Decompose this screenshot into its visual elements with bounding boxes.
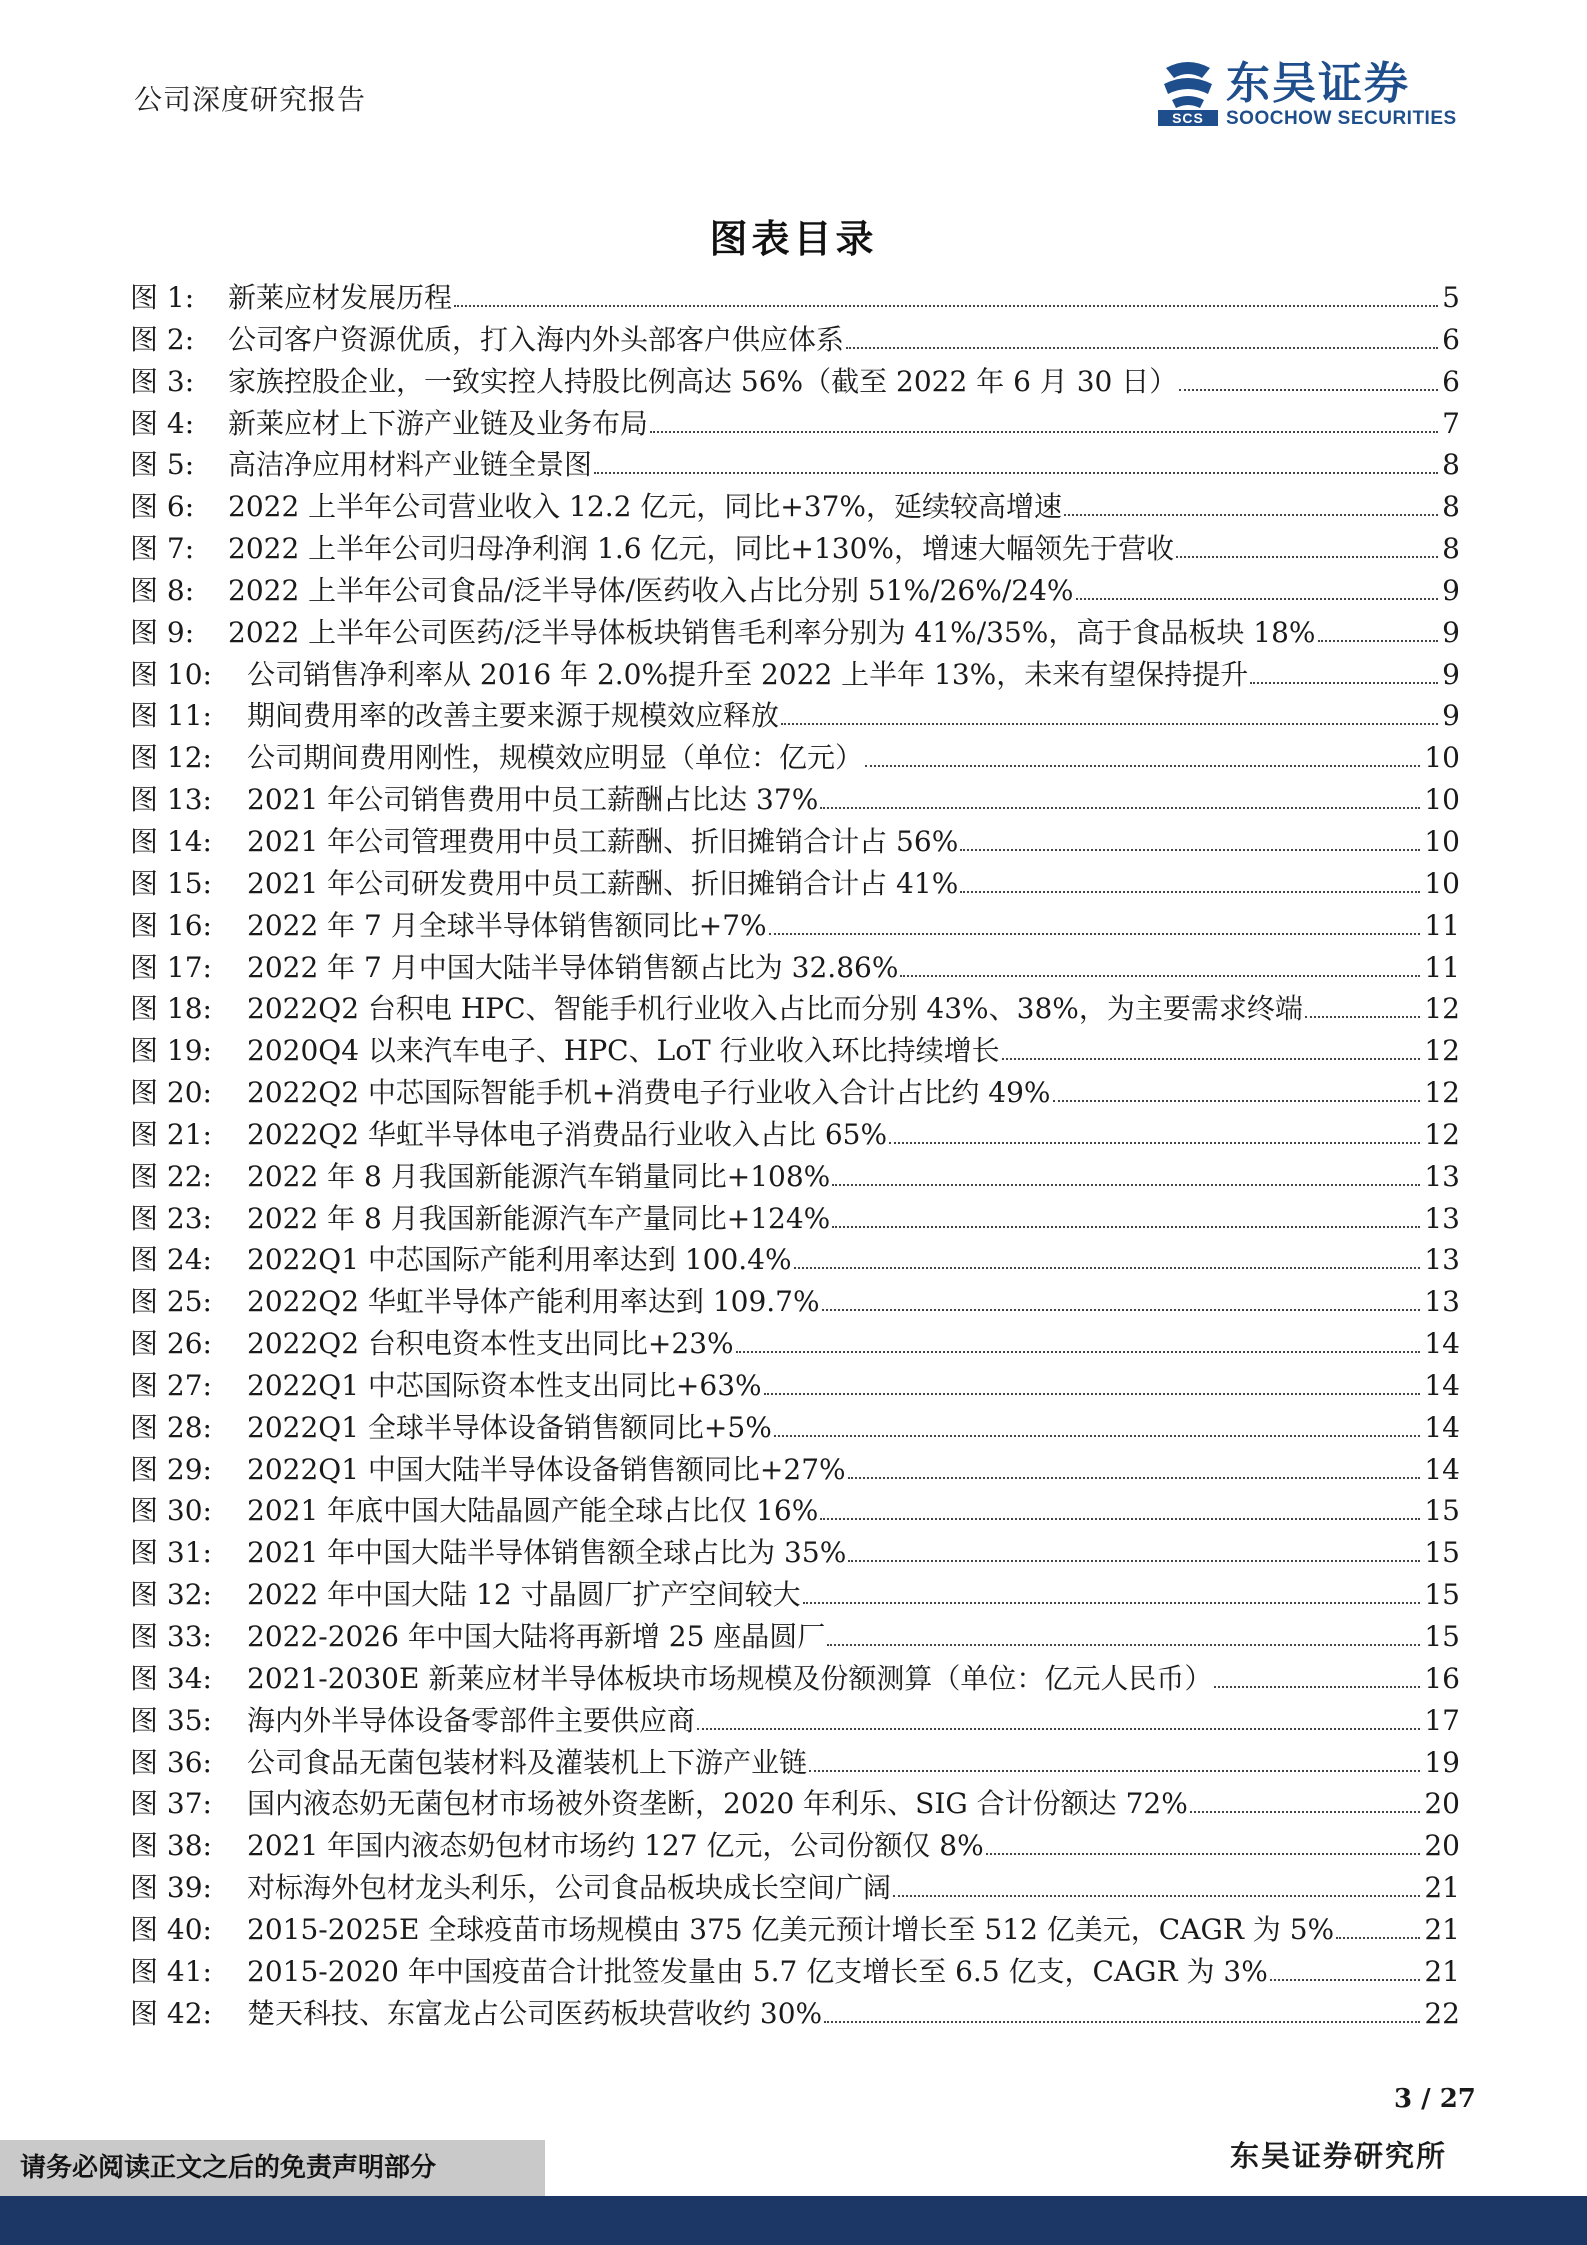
toc-entry-label: 图 10: (130, 657, 212, 691)
toc-entry-title: 2022 年 8 月我国新能源汽车产量同比+124% (247, 1201, 831, 1235)
toc-entry-page: 14 (1424, 1452, 1460, 1486)
toc-entry-page: 14 (1424, 1410, 1460, 1444)
toc-leader-dots (848, 1560, 1420, 1562)
toc-leader-dots (900, 975, 1420, 977)
toc-entry-title: 高洁净应用材料产业链全景图 (228, 448, 593, 482)
toc-entry-label: 图 42: (130, 1996, 212, 2030)
logo-abbreviation: SCS (1158, 110, 1218, 126)
toc-entry[interactable] (130, 1365, 1460, 1407)
figure-index-list (130, 277, 1460, 2034)
toc-entry-page: 21 (1424, 1954, 1460, 1988)
toc-entry[interactable] (130, 1700, 1460, 1742)
toc-entry-page: 6 (1442, 322, 1460, 356)
toc-entry-label: 图 40: (130, 1912, 212, 1946)
toc-entry[interactable] (130, 1867, 1460, 1909)
toc-entry-label: 图 36: (130, 1745, 212, 1779)
toc-entry-page: 13 (1424, 1243, 1460, 1277)
toc-leader-dots (1002, 1058, 1421, 1060)
toc-leader-dots (697, 1728, 1420, 1730)
toc-entry-label: 图 4: (130, 406, 195, 440)
toc-entry-page: 20 (1424, 1787, 1460, 1821)
toc-leader-dots (865, 765, 1420, 767)
toc-entry-page: 8 (1442, 448, 1460, 482)
toc-leader-dots (774, 1435, 1421, 1437)
toc-leader-dots (794, 1267, 1421, 1269)
toc-entry[interactable] (130, 444, 1460, 486)
toc-leader-dots (781, 723, 1438, 725)
toc-entry[interactable] (130, 1239, 1460, 1281)
toc-entry[interactable] (130, 1114, 1460, 1156)
toc-entry[interactable] (130, 1449, 1460, 1491)
toc-entry-label: 图 29: (130, 1452, 212, 1486)
toc-entry-page: 12 (1424, 1076, 1460, 1110)
toc-entry-page: 12 (1424, 1034, 1460, 1068)
toc-entry-title: 2022 上半年公司营业收入 12.2 亿元，同比+37%，延续较高增速 (228, 490, 1063, 524)
toc-entry-title: 公司客户资源优质，打入海内外头部客户供应体系 (228, 322, 845, 356)
toc-entry-page: 9 (1442, 699, 1460, 733)
toc-leader-dots (893, 1895, 1420, 1897)
toc-entry-page: 22 (1424, 1996, 1460, 2030)
toc-leader-dots (1214, 1686, 1420, 1688)
toc-entry[interactable] (130, 863, 1460, 905)
toc-leader-dots (1318, 640, 1439, 642)
toc-entry-title: 公司食品无菌包装材料及灌装机上下游产业链 (247, 1745, 808, 1779)
page-title: 图表目录 (709, 216, 878, 261)
toc-entry-label: 图 38: (130, 1829, 212, 1863)
toc-entry-title: 新莱应材发展历程 (228, 281, 453, 314)
toc-entry-label: 图 8: (130, 573, 195, 607)
toc-entry-page: 10 (1424, 741, 1460, 775)
toc-entry-title: 2022Q2 中芯国际智能手机+消费电子行业收入合计占比约 49% (247, 1076, 1051, 1110)
toc-entry-page: 13 (1424, 1159, 1460, 1193)
toc-entry[interactable] (130, 1993, 1460, 2035)
toc-entry-title: 新莱应材上下游产业链及业务布局 (228, 406, 649, 440)
toc-entry[interactable] (130, 361, 1460, 403)
toc-entry-title: 2015-2025E 全球疫苗市场规模由 375 亿美元预计增长至 512 亿美元，CAGR 为 5% (247, 1912, 1335, 1946)
toc-entry-title: 海内外半导体设备零部件主要供应商 (247, 1703, 696, 1737)
toc-entry-label: 图 11: (130, 699, 212, 733)
toc-entry[interactable] (130, 821, 1460, 863)
toc-entry-page: 12 (1424, 992, 1460, 1026)
toc-entry-title: 国内液态奶无菌包材市场被外资垄断，2020 年利乐、SIG 合计份额达 72% (247, 1787, 1188, 1821)
toc-entry-title: 2021 年国内液态奶包材市场约 127 亿元，公司份额仅 8% (247, 1829, 984, 1863)
toc-leader-dots (454, 305, 1438, 307)
toc-entry-label: 图 24: (130, 1243, 212, 1277)
toc-leader-dots (1179, 389, 1438, 391)
toc-leader-dots (594, 472, 1438, 474)
toc-leader-dots (824, 2021, 1420, 2023)
toc-entry-label: 图 16: (130, 908, 212, 942)
toc-entry-page: 15 (1424, 1494, 1460, 1528)
toc-entry-page: 9 (1442, 615, 1460, 649)
toc-entry-label: 图 1: (130, 281, 195, 314)
toc-entry-label: 图 13: (130, 783, 212, 817)
toc-entry-label: 图 7: (130, 532, 195, 566)
toc-leader-dots (1336, 1937, 1420, 1939)
toc-entry-page: 10 (1424, 824, 1460, 858)
toc-entry-label: 图 14: (130, 824, 212, 858)
toc-entry[interactable] (130, 277, 1460, 319)
toc-entry[interactable] (130, 1951, 1460, 1993)
toc-entry-page: 14 (1424, 1368, 1460, 1402)
toc-entry[interactable] (130, 1407, 1460, 1449)
toc-leader-dots (832, 1226, 1420, 1228)
toc-entry[interactable] (130, 612, 1460, 654)
toc-entry[interactable] (130, 695, 1460, 737)
toc-entry-page: 8 (1442, 532, 1460, 566)
toc-entry-label: 图 28: (130, 1410, 212, 1444)
toc-entry-title: 2020Q4 以来汽车电子、HPC、LoT 行业收入环比持续增长 (247, 1034, 1000, 1068)
toc-entry-page: 9 (1442, 657, 1460, 691)
toc-entry-title: 2021 年公司研发费用中员工薪酬、折旧摊销合计占 41% (247, 866, 959, 900)
report-type-label: 公司深度研究报告 (134, 83, 367, 116)
toc-entry-label: 图 41: (130, 1954, 212, 1988)
toc-entry-page: 10 (1424, 783, 1460, 817)
toc-entry-label: 图 35: (130, 1703, 212, 1737)
toc-entry-page: 19 (1424, 1745, 1460, 1779)
toc-entry[interactable] (130, 1323, 1460, 1365)
toc-entry[interactable] (130, 1532, 1460, 1574)
toc-entry[interactable] (130, 1156, 1460, 1198)
toc-entry-title: 2022 年中国大陆 12 寸晶圆厂扩产空间较大 (247, 1578, 801, 1612)
toc-entry-title: 2022Q1 中国大陆半导体设备销售额同比+27% (247, 1452, 846, 1486)
toc-entry-label: 图 15: (130, 866, 212, 900)
toc-entry-title: 2022Q1 中芯国际资本性支出同比+63% (247, 1368, 762, 1402)
toc-entry-title: 对标海外包材龙头利乐，公司食品板块成长空间广阔 (247, 1871, 892, 1905)
toc-leader-dots (820, 807, 1420, 809)
toc-entry-page: 7 (1442, 406, 1460, 440)
toc-entry-label: 图 34: (130, 1661, 212, 1695)
toc-leader-dots (827, 1644, 1420, 1646)
toc-entry-title: 2022-2026 年中国大陆将再新增 25 座晶圆厂 (247, 1620, 826, 1653)
toc-entry-label: 图 27: (130, 1368, 212, 1402)
toc-entry[interactable] (130, 1030, 1460, 1072)
page-number: 3 / 27 (1394, 2084, 1476, 2114)
toc-entry[interactable] (130, 1281, 1460, 1323)
toc-entry-title: 2022Q1 全球半导体设备销售额同比+5% (247, 1410, 772, 1444)
toc-leader-dots (848, 1477, 1421, 1479)
toc-leader-dots (1053, 1100, 1421, 1102)
company-logo (1158, 58, 1468, 130)
toc-leader-dots (832, 1184, 1420, 1186)
toc-leader-dots (769, 933, 1421, 935)
toc-entry-label: 图 9: (130, 615, 195, 649)
toc-entry-title: 2022 年 7 月中国大陆半导体销售额占比为 32.86% (247, 950, 899, 984)
toc-entry-label: 图 17: (130, 950, 212, 984)
toc-entry-title: 2021 年公司销售费用中员工薪酬占比达 37% (247, 783, 819, 817)
toc-entry-title: 2022Q2 台积电 HPC、智能手机行业收入占比而分别 43%、38%，为主要需求终端 (247, 992, 1303, 1026)
toc-entry-title: 2022 上半年公司医药/泛半导体板块销售毛利率分别为 41%/35%，高于食品板块 18% (228, 615, 1316, 649)
toc-entry-label: 图 3: (130, 364, 195, 398)
toc-entry-label: 图 26: (130, 1327, 212, 1361)
toc-entry-page: 11 (1424, 908, 1460, 942)
toc-leader-dots (822, 1309, 1421, 1311)
toc-entry-label: 图 6: (130, 490, 195, 524)
toc-entry[interactable] (130, 1783, 1460, 1825)
firm-name: 东吴证券研究所 (1230, 2139, 1448, 2173)
toc-entry[interactable] (130, 1490, 1460, 1532)
toc-entry-page: 15 (1424, 1536, 1460, 1570)
toc-entry-title: 公司销售净利率从 2016 年 2.0%提升至 2022 上半年 13%，未来有望保持提升 (247, 657, 1249, 691)
toc-entry-label: 图 31: (130, 1536, 212, 1570)
footer-bar (0, 2196, 1587, 2245)
toc-leader-dots (889, 1142, 1420, 1144)
toc-entry-label: 图 12: (130, 741, 212, 775)
toc-entry-title: 2022Q2 华虹半导体产能利用率达到 109.7% (247, 1285, 820, 1319)
toc-entry[interactable] (130, 528, 1460, 570)
toc-entry[interactable] (130, 403, 1460, 445)
toc-entry-label: 图 33: (130, 1620, 212, 1653)
toc-entry-title: 家族控股企业，一致实控人持股比例高达 56%（截至 2022 年 6 月 30 日） (228, 364, 1178, 398)
toc-entry-title: 2021-2030E 新莱应材半导体板块市场规模及份额测算（单位：亿元人民币） (247, 1661, 1213, 1695)
toc-leader-dots (1176, 556, 1438, 558)
toc-entry[interactable] (130, 947, 1460, 989)
toc-entry[interactable] (130, 1742, 1460, 1784)
toc-entry-page: 16 (1424, 1661, 1460, 1695)
toc-entry-title: 2015-2020 年中国疫苗合计批签发量由 5.7 亿支增长至 6.5 亿支，CAGR 为 3% (247, 1954, 1268, 1988)
toc-entry-title: 期间费用率的改善主要来源于规模效应释放 (247, 699, 780, 733)
toc-entry-label: 图 37: (130, 1787, 212, 1821)
toc-entry[interactable] (130, 779, 1460, 821)
toc-entry-label: 图 2: (130, 322, 195, 356)
toc-entry-title: 2021 年中国大陆半导体销售额全球占比为 35% (247, 1536, 847, 1570)
toc-leader-dots (1250, 682, 1438, 684)
toc-leader-dots (803, 1602, 1421, 1604)
toc-entry-label: 图 30: (130, 1494, 212, 1528)
toc-leader-dots (1064, 514, 1438, 516)
toc-entry-page: 20 (1424, 1829, 1460, 1863)
toc-entry-page: 10 (1424, 866, 1460, 900)
toc-leader-dots (960, 891, 1420, 893)
toc-entry-label: 图 18: (130, 992, 212, 1026)
toc-entry-title: 2022 年 7 月全球半导体销售额同比+7% (247, 908, 767, 942)
toc-entry-title: 2022 上半年公司归母净利润 1.6 亿元，同比+130%，增速大幅领先于营收 (228, 532, 1175, 566)
toc-entry-page: 8 (1442, 490, 1460, 524)
toc-entry-title: 2021 年公司管理费用中员工薪酬、折旧摊销合计占 56% (247, 824, 959, 858)
toc-entry-label: 图 23: (130, 1201, 212, 1235)
toc-entry-label: 图 19: (130, 1034, 212, 1068)
toc-leader-dots (1305, 1016, 1420, 1018)
toc-entry[interactable] (130, 486, 1460, 528)
toc-entry-label: 图 32: (130, 1578, 212, 1612)
toc-entry[interactable] (130, 905, 1460, 947)
logo-chinese-name: 东吴证券 (1226, 58, 1410, 109)
toc-leader-dots (650, 431, 1438, 433)
toc-entry-page: 17 (1424, 1703, 1460, 1737)
toc-entry[interactable] (130, 737, 1460, 779)
toc-entry[interactable] (130, 319, 1460, 361)
toc-leader-dots (960, 849, 1420, 851)
toc-entry-page: 11 (1424, 950, 1460, 984)
toc-entry-page: 14 (1424, 1327, 1460, 1361)
toc-entry-page: 15 (1424, 1578, 1460, 1612)
toc-entry-page: 12 (1424, 1117, 1460, 1151)
toc-entry[interactable] (130, 1616, 1460, 1658)
toc-entry-title: 2022Q1 中芯国际产能利用率达到 100.4% (247, 1243, 792, 1277)
toc-leader-dots (986, 1853, 1421, 1855)
toc-entry-label: 图 39: (130, 1871, 212, 1905)
toc-leader-dots (764, 1393, 1421, 1395)
toc-entry-page: 13 (1424, 1285, 1460, 1319)
toc-entry[interactable] (130, 1198, 1460, 1240)
toc-entry-label: 图 22: (130, 1159, 212, 1193)
toc-leader-dots (736, 1351, 1421, 1353)
toc-entry[interactable] (130, 1072, 1460, 1114)
toc-leader-dots (1190, 1811, 1421, 1813)
toc-entry[interactable] (130, 654, 1460, 696)
logo-english-name: SOOCHOW SECURITIES (1226, 108, 1457, 129)
toc-entry-page: 5 (1442, 281, 1460, 314)
disclaimer-notice: 请务必阅读正文之后的免责声明部分 (0, 2140, 545, 2196)
toc-entry-page: 21 (1424, 1871, 1460, 1905)
toc-entry-page: 9 (1442, 573, 1460, 607)
toc-entry[interactable] (130, 988, 1460, 1030)
toc-entry-label: 图 5: (130, 448, 195, 482)
toc-entry-title: 2022 上半年公司食品/泛半导体/医药收入占比分别 51%/26%/24% (228, 573, 1074, 607)
toc-entry-page: 13 (1424, 1201, 1460, 1235)
toc-entry-label: 图 21: (130, 1117, 212, 1151)
toc-entry-page: 6 (1442, 364, 1460, 398)
toc-entry-label: 图 25: (130, 1285, 212, 1319)
toc-entry-title: 公司期间费用刚性，规模效应明显（单位：亿元） (247, 741, 864, 775)
toc-leader-dots (809, 1770, 1420, 1772)
toc-leader-dots (1076, 598, 1439, 600)
toc-leader-dots (1270, 1979, 1421, 1981)
toc-entry-page: 21 (1424, 1912, 1460, 1946)
toc-entry-title: 2022 年 8 月我国新能源汽车销量同比+108% (247, 1159, 831, 1193)
toc-leader-dots (846, 347, 1438, 349)
toc-entry-page: 15 (1424, 1620, 1460, 1653)
toc-entry[interactable] (130, 1574, 1460, 1616)
toc-entry[interactable] (130, 1909, 1460, 1951)
toc-entry-title: 2022Q2 华虹半导体电子消费品行业收入占比 65% (247, 1117, 888, 1151)
toc-entry[interactable] (130, 1825, 1460, 1867)
toc-entry-title: 2022Q2 台积电资本性支出同比+23% (247, 1327, 734, 1361)
toc-entry[interactable] (130, 1658, 1460, 1700)
toc-entry[interactable] (130, 570, 1460, 612)
toc-leader-dots (820, 1518, 1420, 1520)
toc-entry-title: 2021 年底中国大陆晶圆产能全球占比仅 16% (247, 1494, 819, 1528)
toc-entry-label: 图 20: (130, 1076, 212, 1110)
toc-entry-title: 楚天科技、东富龙占公司医药板块营收约 30% (247, 1996, 823, 2030)
